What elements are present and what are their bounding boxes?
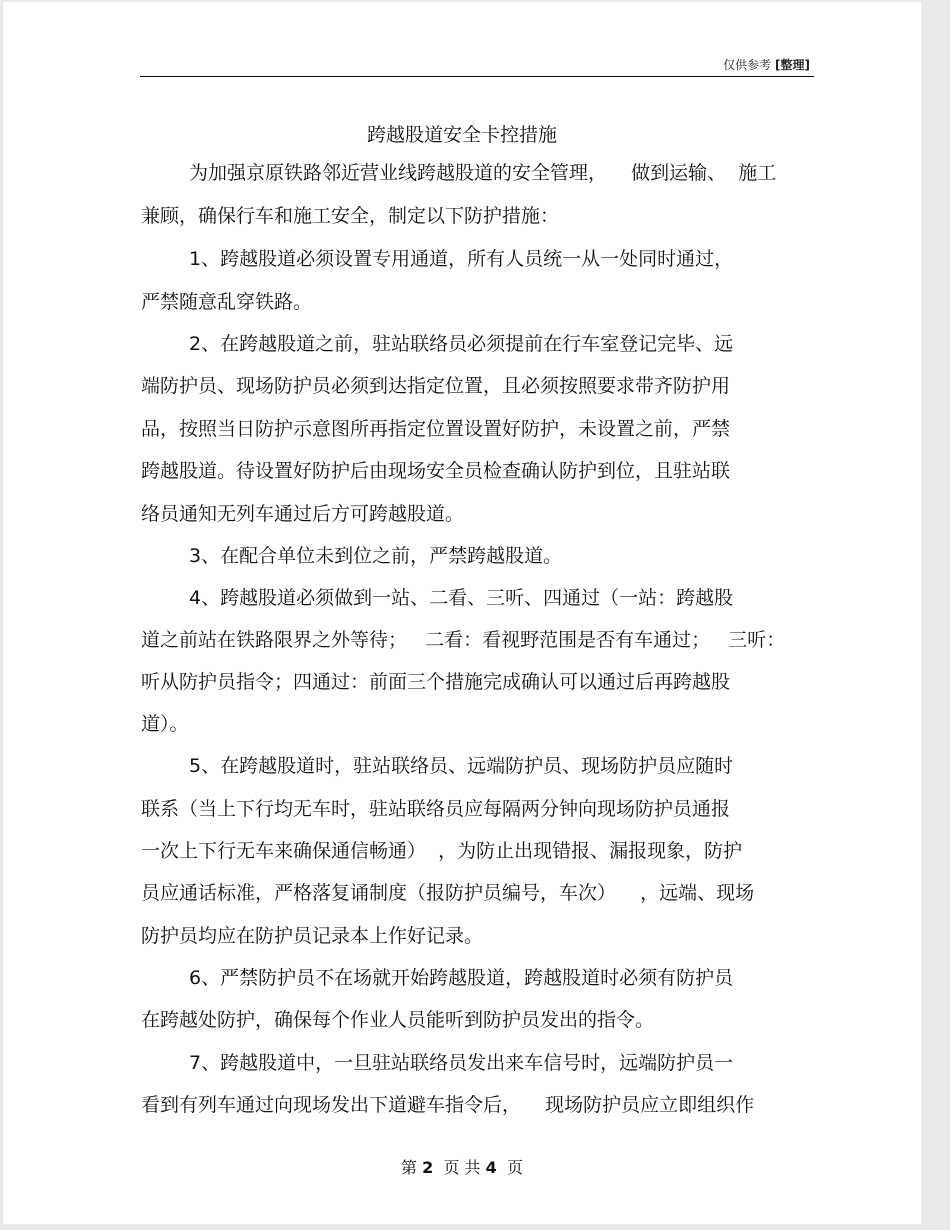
footer-total-pages: 4 xyxy=(485,1158,497,1177)
page-footer xyxy=(3,1155,921,1178)
body-line: 品，按照当日防护示意图所再指定位置设置好防护，未设置之前，严禁 xyxy=(141,418,731,440)
body-line: 跨越股道。待设置好防护后由现场安全员检查确认防护到位，且驻站联 xyxy=(141,460,731,482)
body-line: 在跨越处防护，确保每个作业人员能听到防护员发出的指令。 xyxy=(141,1009,655,1031)
body-line: 5、在跨越股道时，驻站联络员、远端防护员、现场防护员应随时 xyxy=(189,755,734,777)
body-line: 员应通话标准，严格落复诵制度（报防护员编号，车次） ，远端、现场 xyxy=(141,882,755,904)
header-note xyxy=(723,56,810,73)
footer-current-page: 2 xyxy=(422,1158,434,1177)
body-line: 2、在跨越股道之前，驻站联络员必须提前在行车室登记完毕、远 xyxy=(189,333,734,355)
body-line: 为加强京原铁路邻近营业线跨越股道的安全管理， 做到运输、 施工 xyxy=(189,162,777,184)
body-line: 严禁随意乱穿铁路。 xyxy=(141,291,313,313)
footer-suffix: 页 xyxy=(506,1158,523,1177)
body-line: 端防护员、现场防护员必须到达指定位置，且必须按照要求带齐防护用 xyxy=(141,375,731,397)
document-page xyxy=(3,2,921,1224)
body-line: 3、在配合单位未到位之前，严禁跨越股道。 xyxy=(189,545,563,567)
body-line: 4、跨越股道必须做到一站、二看、三听、四通过（一站：跨越股 xyxy=(189,587,734,609)
body-line: 7、跨越股道中，一旦驻站联络员发出来车信号时，远端防护员一 xyxy=(189,1052,734,1074)
body-line: 道之前站在铁路限界之外等待； 二看：看视野范围是否有车通过； 三听： xyxy=(141,629,786,651)
body-line: 一次上下行无车来确保通信畅通） ，为防止出现错报、漏报现象，防护 xyxy=(141,840,743,862)
header-tag: [整理] xyxy=(775,58,810,72)
body-line: 道）。 xyxy=(141,713,189,735)
body-line: 1、跨越股道必须设置专用通道，所有人员统一从一处同时通过， xyxy=(189,248,734,270)
document-title: 跨越股道安全卡控措施 xyxy=(366,124,557,146)
body-line: 络员通知无列车通过后方可跨越股道。 xyxy=(141,503,465,525)
footer-middle: 页 共 xyxy=(443,1158,481,1177)
footer-prefix: 第 xyxy=(401,1158,418,1177)
body-line: 看到有列车通过向现场发出下道避车指令后， 现场防护员应立即组织作 xyxy=(141,1094,755,1116)
body-line: 6、严禁防护员不在场就开始跨越股道，跨越股道时必须有防护员 xyxy=(189,967,734,989)
header-divider xyxy=(140,76,814,77)
body-line: 联系（当上下行均无车时，驻站联络员应每隔两分钟向现场防护员通报 xyxy=(141,798,731,820)
body-line: 防护员均应在防护员记录本上作好记录。 xyxy=(141,925,484,947)
body-line: 听从防护员指令；四通过：前面三个措施完成确认可以通过后再跨越股 xyxy=(141,671,731,693)
body-line: 兼顾，确保行车和施工安全，制定以下防护措施： xyxy=(141,205,560,227)
header-note-text: 仅供参考 xyxy=(723,58,772,72)
